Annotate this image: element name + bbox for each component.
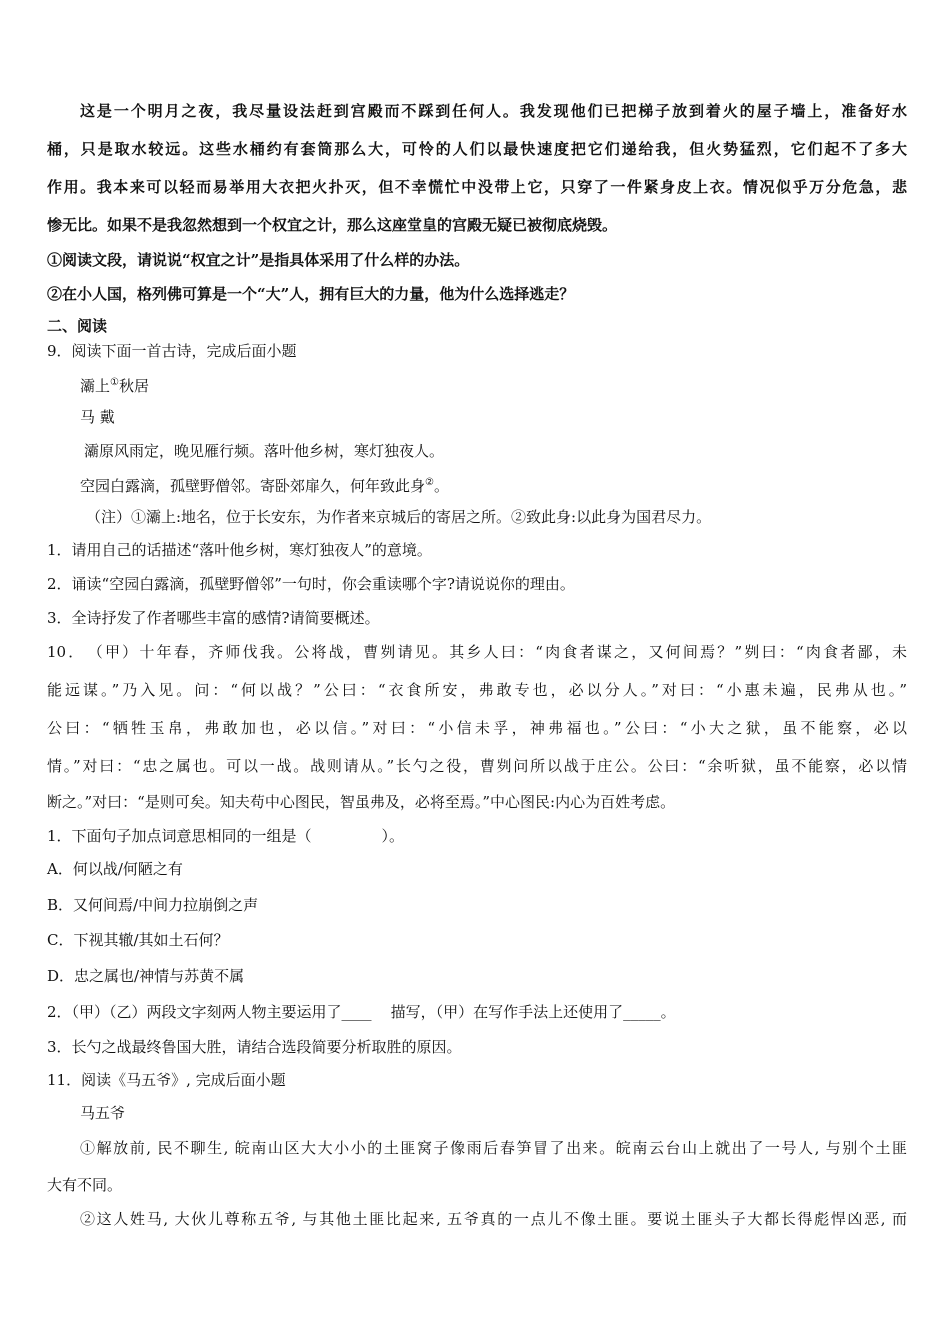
story-para-1a: ①解放前, 民不聊生, 皖南山区大大小小的土匪窝子像雨后春笋冒了出来。皖南云台山上就出了一号人, 与别个土匪 <box>80 1139 907 1157</box>
q11-intro: 11．阅读《马五爷》, 完成后面小题 <box>47 1071 286 1089</box>
q10-sub-2-text: 2．（甲）（乙）两段文字刻两人物主要运用了____ <box>47 1003 372 1021</box>
question-8-1: ①阅读文段，请说说“权宜之计”是指具体采用了什么样的办法。 <box>47 251 470 269</box>
q10-option-b: B．又何间焉/中间力拉崩倒之声 <box>47 896 259 914</box>
q10-text-2: 能远谋。”乃入见。问：“何以战？”公曰：“衣食所安，弗敢专也，必以分人。”对曰：“小惠未遍，民弗从也。” <box>47 681 907 699</box>
story-para-2a: ②这人姓马, 大伙儿尊称五爷, 与其他土匪比起来, 五爷真的一点儿不像土匪。要说土匪头子大都长得彪悍凶恶, 而 <box>80 1210 907 1228</box>
q10-text-1: 10． （甲）十年春，齐师伐我。公将战，曹刿请见。其乡人曰：“肉食者谋之，又何间焉？”刿曰：“肉食者鄙，未 <box>47 643 907 661</box>
passage-line-1: 这是一个明月之夜，我尽量设法赶到宫殿而不踩到任何人。我发现他们已把梯子放到着火的屋子墙上，准备好水 <box>80 102 907 120</box>
q10-option-a: A．何以战/何陋之有 <box>47 860 183 878</box>
poem-title-tail: 秋居 <box>118 377 149 395</box>
passage-line-4: 惨无比。如果不是我忽然想到一个权宜之计，那么这座堂皇的宫殿无疑已被彻底烧毁。 <box>47 216 618 234</box>
poem-title-head: 灞上 <box>80 377 111 395</box>
q10-sub-2-end: 描写，（甲）在写作手法上还使用了_____。 <box>390 1003 676 1021</box>
poem-line-2 <box>80 472 907 497</box>
question-8-2: ②在小人国，格列佛可算是一个“大”人，拥有巨大的力量，他为什么选择逃走？ <box>47 285 575 303</box>
poem-note: （注）①灞上:地名，位于长安东，为作者来京城后的寄居之所。②致此身:以此身为国君尽力。 <box>86 508 712 526</box>
poem-line-2-footnote: ② <box>425 477 434 488</box>
q10-text-5: 断之。”对曰：“是则可矣。知夫苟中心图民，智虽弗及，必将至焉。”中心图民:内心为百姓考虑。 <box>47 793 676 811</box>
poem-line-2-end: 。 <box>433 477 449 495</box>
story-para-1b: 大有不同。 <box>47 1176 123 1194</box>
q9-sub-3: 3．全诗抒发了作者哪些丰富的感情?请简要概述。 <box>47 609 380 627</box>
q9-sub-2: 2．诵读“空园白露滴，孤壁野僧邻”一句时，你会重读哪个字?请说说你的理由。 <box>47 575 575 593</box>
poem-author: 马 戴 <box>80 408 115 426</box>
q10-option-c: C．下视其辙/其如土石何？ <box>47 931 229 949</box>
q10-text-4: 情。”对曰：“忠之属也。可以一战。战则请从。”长勺之役，曹刿问所以战于庄公。公曰：“余听狱，虽不能察，必以情 <box>47 757 907 775</box>
story-title: 马五爷 <box>80 1104 126 1122</box>
q10-sub-1 <box>47 825 907 847</box>
q10-sub-1-text: 1．下面句子加点词意思相同的一组是（ <box>47 827 312 845</box>
q9-intro: 9．阅读下面一首古诗，完成后面小题 <box>47 342 297 360</box>
poem-title-footnote: ① <box>110 377 119 388</box>
poem-line-2-text: 空园白露滴，孤壁野僧邻。寄卧郊扉久，何年致此身 <box>80 477 426 495</box>
poem-title <box>80 372 907 397</box>
q10-sub-2 <box>47 1001 907 1023</box>
q9-sub-1: 1．请用自己的话描述“落叶他乡树，寒灯独夜人”的意境。 <box>47 541 432 559</box>
q10-sub-1-end: ）。 <box>381 827 405 845</box>
section-heading: 二、阅读 <box>47 317 108 335</box>
q10-text-3: 公曰：“牺牲玉帛，弗敢加也，必以信。”对曰：“小信未孚，神弗福也。”公曰：“小大之狱，虽不能察，必以 <box>47 719 907 737</box>
passage-line-2: 桶，只是取水较远。这些水桶约有套筒那么大，可怜的人们以最快速度把它们递给我，但火势猛烈，它们起不了多大 <box>47 140 907 158</box>
q10-sub-3: 3．长勺之战最终鲁国大胜，请结合选段简要分析取胜的原因。 <box>47 1038 462 1056</box>
poem-line-1: 灞原风雨定，晚见雁行频。落叶他乡树，寒灯独夜人。 <box>84 442 445 460</box>
q10-option-d: D．忠之属也/神情与苏黄不属 <box>47 967 245 985</box>
passage-line-3: 作用。我本来可以轻而易举用大衣把火扑灭，但不幸慌忙中没带上它，只穿了一件紧身皮上衣。情况似乎万分危急，悲 <box>47 178 907 196</box>
